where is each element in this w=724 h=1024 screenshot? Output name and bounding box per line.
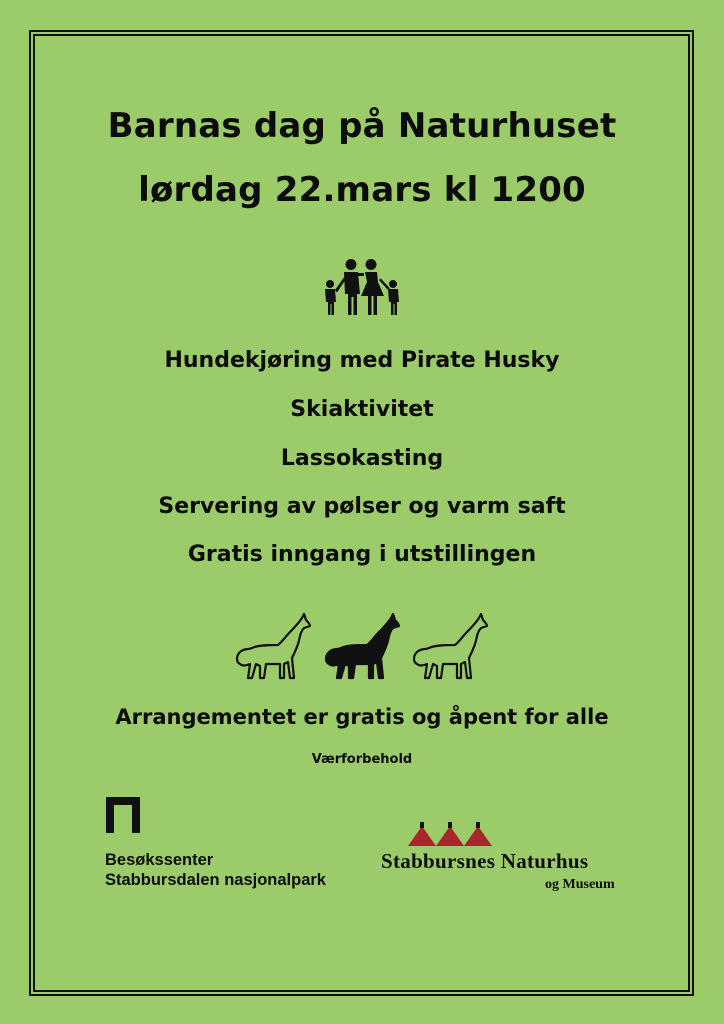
event-date-time: lørdag 22.mars kl 1200 [138, 170, 586, 210]
activity-item: Hundekjøring med Pirate Husky [164, 348, 560, 373]
activity-item: Servering av pølser og varm saft [158, 494, 566, 519]
family-icon [318, 258, 408, 322]
activity-item: Gratis inngang i utstillingen [187, 542, 537, 567]
event-title: Barnas dag på Naturhuset [107, 106, 617, 146]
weather-reservation-note: Værforbehold [311, 752, 413, 767]
free-admission-note: Arrangementet er gratis og åpent for alle [115, 705, 609, 729]
national-park-logo-icon [106, 797, 146, 837]
wolf-outline-icon [411, 612, 491, 682]
wolf-outline-icon [234, 612, 314, 682]
tent-roofs-logo-icon [408, 822, 492, 848]
activity-item: Lassokasting [280, 446, 444, 471]
visitor-centre-line2: Stabbursdalen nasjonalpark [105, 871, 326, 889]
visitor-centre-logo-text [105, 850, 326, 890]
visitor-centre-line1: Besøkssenter [105, 851, 214, 869]
museum-name: Stabbursnes Naturhus [381, 849, 589, 873]
museum-subtitle: og Museum [545, 877, 615, 892]
wolf-filled-icon [323, 612, 403, 682]
activity-item: Skiaktivitet [290, 397, 434, 422]
